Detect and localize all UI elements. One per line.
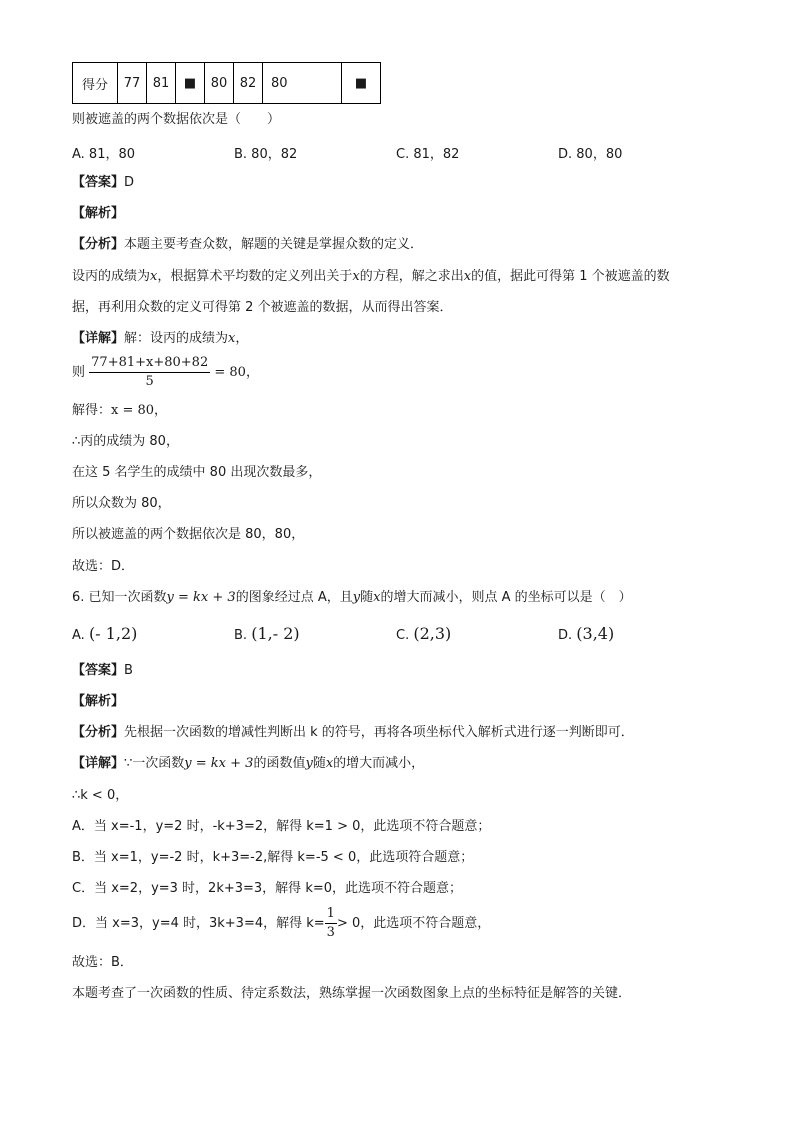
option-letter: C. bbox=[396, 628, 410, 643]
math-var: x bbox=[150, 269, 158, 284]
option-b bbox=[234, 624, 300, 643]
text: ， bbox=[235, 331, 249, 346]
score-table bbox=[72, 62, 381, 104]
fenxi-line bbox=[72, 724, 634, 742]
option-letter: D. bbox=[558, 628, 573, 643]
answer-tag: 【答案】 bbox=[72, 663, 125, 678]
answer-value: D bbox=[124, 175, 135, 190]
math-var: x bbox=[373, 590, 381, 605]
text: 随 bbox=[312, 756, 326, 771]
table-cell: ■ bbox=[342, 63, 381, 104]
text: ， bbox=[154, 403, 168, 418]
text: 解：设丙的成绩为 bbox=[124, 331, 229, 346]
text-line: 所以众数为 80， bbox=[72, 496, 171, 511]
text-line: 故选：D． bbox=[72, 559, 135, 574]
detail-tag: 【详解】 bbox=[72, 331, 125, 346]
option-point: (1,- 2) bbox=[251, 624, 300, 643]
math-expr: y = kx + 3 bbox=[184, 756, 254, 771]
math-var: x bbox=[352, 269, 360, 284]
fenxi-text: 本题主要考查众数，解题的关键是掌握众数的定义． bbox=[124, 237, 424, 252]
fenxi-text: 先根据一次函数的增减性判断出 k 的符号，再将各项坐标代入解析式进行逐一判断即可． bbox=[124, 725, 634, 740]
math-expr: x = 80 bbox=[111, 403, 155, 418]
text: 则 bbox=[72, 365, 86, 380]
text-line: 所以被遮盖的两个数据依次是 80，80， bbox=[72, 527, 305, 542]
option-point: (3,4) bbox=[576, 624, 615, 643]
text: > 0，此选项不符合题意， bbox=[336, 916, 491, 931]
table-cell: 77 bbox=[118, 63, 147, 104]
text-line: ∴丙的成绩为 80， bbox=[72, 434, 179, 449]
option-d: D. 80，80 bbox=[558, 147, 623, 162]
paragraph-line bbox=[72, 268, 670, 286]
table-cell: 82 bbox=[234, 63, 263, 104]
math-var: x bbox=[325, 756, 334, 771]
answer-line bbox=[72, 662, 133, 680]
paragraph-line: 据，再利用众数的定义可得第 2 个被遮盖的数据，从而得出答案． bbox=[72, 300, 453, 315]
detail-tag: 【详解】 bbox=[72, 756, 125, 771]
option-analysis-c: C．当 x=2，y=3 时，2k+3=3，解得 k=0，此选项不符合题意； bbox=[72, 881, 463, 896]
option-c: C. 81，82 bbox=[396, 147, 460, 162]
option-analysis-d bbox=[72, 905, 490, 943]
fraction bbox=[89, 354, 210, 391]
text-line: ∴k < 0， bbox=[72, 788, 129, 803]
table-cell: ■ bbox=[176, 63, 205, 104]
detail-line bbox=[72, 755, 424, 773]
option-analysis-b: B．当 x=1，y=-2 时，k+3=-2,解得 k=-5 < 0，此选项符合题意； bbox=[72, 850, 474, 865]
option-letter: A. bbox=[72, 628, 85, 643]
answer-tag: 【答案】 bbox=[72, 175, 125, 190]
question-6-prompt bbox=[72, 589, 632, 607]
fenxi-tag: 【分析】 bbox=[72, 237, 125, 252]
table-cell: 81 bbox=[147, 63, 176, 104]
text: 6. 已知一次函数 bbox=[72, 590, 167, 605]
answer-line bbox=[72, 174, 134, 192]
detail-line bbox=[72, 330, 248, 348]
fraction-denominator: 5 bbox=[145, 374, 154, 389]
text: ∵一次函数 bbox=[124, 756, 185, 771]
text: D．当 x=3，y=4 时，3k+3=4，解得 k= bbox=[72, 916, 325, 931]
table-cell: 80 bbox=[263, 63, 342, 104]
table-row bbox=[73, 63, 381, 104]
fenxi-line bbox=[72, 236, 423, 254]
option-b: B. 80，82 bbox=[234, 147, 298, 162]
text: 的图象经过点 A，且 bbox=[235, 590, 353, 605]
fraction bbox=[325, 905, 337, 942]
text: 的值，据此可得第 1 个被遮盖的数 bbox=[471, 269, 670, 284]
math-var: x bbox=[463, 269, 472, 284]
text: 解得： bbox=[72, 403, 112, 418]
table-cell: 80 bbox=[205, 63, 234, 104]
option-point: (2,3) bbox=[413, 624, 452, 643]
fraction-denominator: 3 bbox=[326, 925, 335, 940]
solution-line bbox=[72, 402, 167, 420]
option-c bbox=[396, 624, 451, 643]
summary-line: 本题考查了一次函数的性质、待定系数法，熟练掌握一次函数图象上点的坐标特征是解答的关键． bbox=[72, 986, 632, 1001]
text: 的增大而减小，则点 A 的坐标可以是（ ） bbox=[380, 590, 632, 605]
fenxi-tag: 【分析】 bbox=[72, 725, 125, 740]
option-point: (- 1,2) bbox=[88, 624, 138, 643]
text: 设丙的成绩为 bbox=[72, 269, 151, 284]
option-letter: B. bbox=[234, 628, 248, 643]
text: 的增大而减小， bbox=[333, 756, 425, 771]
analysis-tag: 【解析】 bbox=[72, 206, 125, 221]
text-line: 在这 5 名学生的成绩中 80 出现次数最多， bbox=[72, 465, 322, 480]
text: ，根据算术平均数的定义列出关于 bbox=[157, 269, 353, 284]
option-a: A. 81，80 bbox=[72, 147, 136, 162]
answer-value: B bbox=[124, 663, 133, 678]
text: 的函数值 bbox=[253, 756, 306, 771]
math-var: x bbox=[228, 331, 236, 346]
option-analysis-a: A．当 x=-1，y=2 时，-k+3=2，解得 k=1 > 0，此选项不符合题意； bbox=[72, 819, 491, 834]
option-d bbox=[558, 624, 614, 643]
option-a bbox=[72, 624, 137, 643]
text: 的方程，解之求出 bbox=[359, 269, 464, 284]
math-expr: y = kx + 3 bbox=[166, 590, 236, 605]
math-var: y bbox=[352, 590, 361, 605]
analysis-tag: 【解析】 bbox=[72, 694, 125, 709]
math-var: y bbox=[305, 756, 313, 771]
fraction-equation bbox=[72, 354, 259, 392]
text: 随 bbox=[360, 590, 374, 605]
fraction-numerator: 1 bbox=[325, 905, 337, 924]
question-5-prompt: 则被遮盖的两个数据依次是（ ） bbox=[72, 112, 281, 127]
table-header-cell: 得分 bbox=[73, 63, 118, 104]
text-line: 故选：B． bbox=[72, 955, 133, 970]
fraction-numerator: 77+81+x+80+82 bbox=[89, 354, 210, 373]
equation-rhs: = 80， bbox=[214, 365, 259, 380]
